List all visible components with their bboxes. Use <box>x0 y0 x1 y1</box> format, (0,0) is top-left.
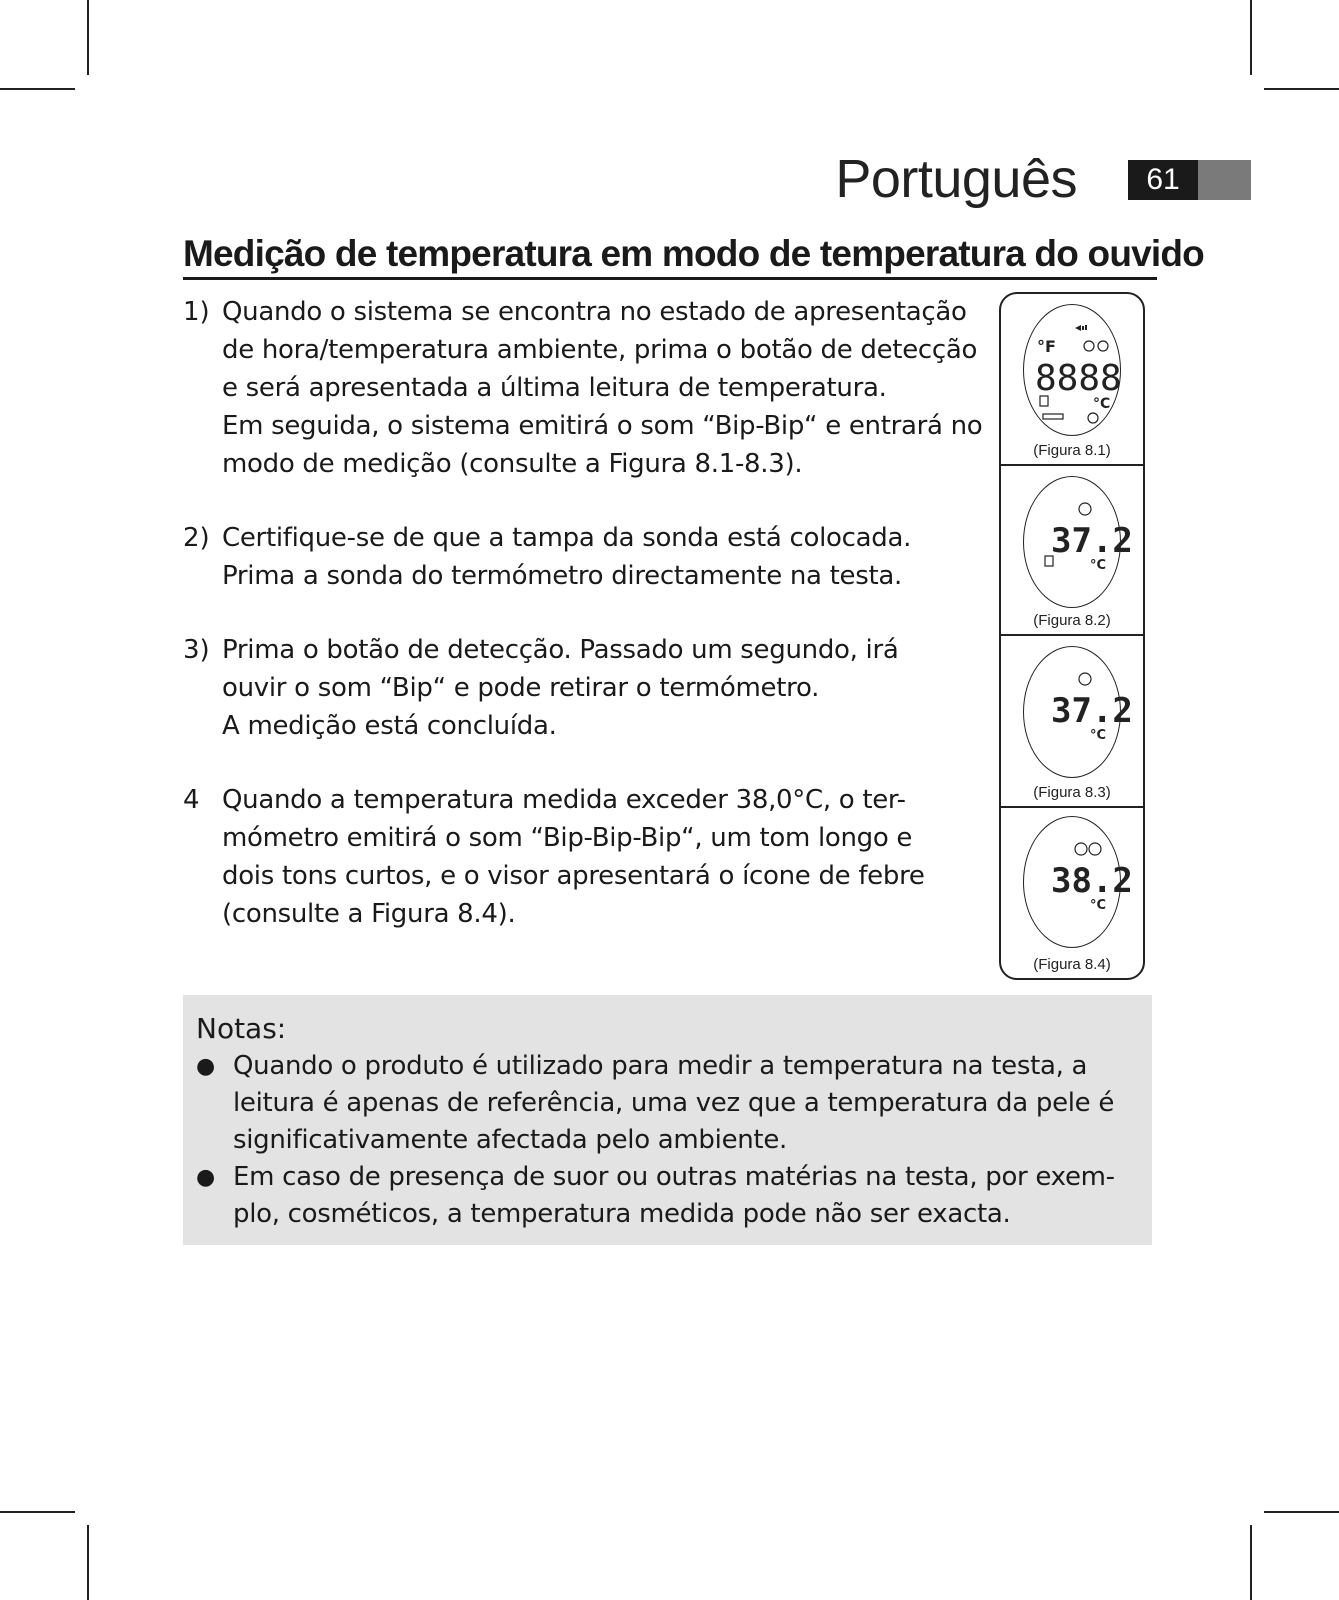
step-1 <box>183 293 993 483</box>
step-text: Quando a temperatura medida exceder 38,0°C, o ter- mómetro emitirá o som “Bip-Bip-Bip“, um tom longo e dois tons curtos, e o visor apresentará o ícone de febre (consulte a Figura 8.4). <box>222 785 925 929</box>
crop-mark <box>87 0 89 75</box>
lcd-reading <box>1023 476 1133 608</box>
lcd-digits: 8888 <box>1035 358 1122 399</box>
celsius-label: °C <box>1090 898 1107 913</box>
crop-mark <box>1250 1525 1252 1600</box>
step-3 <box>183 631 993 745</box>
smile-icon <box>1084 341 1094 351</box>
step-2 <box>183 519 993 595</box>
smile-icon <box>1075 843 1087 855</box>
figure-8-3 <box>1001 634 1143 808</box>
note-text: Em caso de presença de suor ou outras matérias na testa, por exem- plo, cosméticos, a temperatura medida pode não ser exacta. <box>233 1162 1115 1229</box>
figure-8-2 <box>1001 464 1143 636</box>
instruction-steps <box>183 293 993 969</box>
section-title: Medição de temperatura em modo de temperatura do ouvido <box>183 233 1204 274</box>
page-number-tab <box>1128 160 1251 200</box>
lcd-digits: 38.2 <box>1051 861 1133 901</box>
lcd-digits: 37.2 <box>1051 691 1133 731</box>
clock-icon <box>1088 413 1098 423</box>
celsius-label: °C <box>1093 396 1111 412</box>
title-underline <box>183 277 1157 280</box>
figure-caption: (Figura 8.2) <box>1033 612 1111 629</box>
bullet-icon: ● <box>196 1054 215 1079</box>
list-item <box>196 1159 1126 1233</box>
step-number: 3) <box>183 635 210 665</box>
step-number: 1) <box>183 297 210 327</box>
arrow-icon <box>1075 325 1081 331</box>
crop-mark <box>1264 88 1339 90</box>
fever-icon <box>1098 341 1108 351</box>
smile-icon <box>1079 673 1091 685</box>
step-4 <box>183 781 993 933</box>
lcd-reading <box>1023 816 1133 948</box>
lcd-reading <box>1023 646 1133 778</box>
celsius-label: °C <box>1090 558 1107 573</box>
crop-mark <box>0 88 75 90</box>
step-text: Certifique-se de que a tampa da sonda está colocada. Prima a sonda do termómetro directamente na testa. <box>222 523 912 591</box>
note-text: Quando o produto é utilizado para medir a temperatura na testa, a leitura é apenas de referência, uma vez que a temperatura da pele é significativamente afectada pelo ambiente. <box>233 1051 1115 1155</box>
step-number: 4 <box>183 785 200 815</box>
smile-icon <box>1079 503 1091 515</box>
figure-8-4 <box>1001 806 1143 982</box>
battery-icon <box>1043 414 1063 419</box>
celsius-label: °C <box>1090 728 1107 743</box>
page-language-title: Português <box>835 149 1077 209</box>
lcd-digits: 37.2 <box>1051 521 1133 561</box>
figure-8-1 <box>1001 294 1143 466</box>
crop-mark <box>0 1511 75 1513</box>
notes-box <box>183 995 1152 1245</box>
signal-icon <box>1082 326 1084 330</box>
page-number: 61 <box>1128 160 1198 200</box>
list-item <box>196 1048 1126 1159</box>
figure-caption: (Figura 8.1) <box>1033 442 1111 459</box>
figure-caption: (Figura 8.3) <box>1033 784 1111 801</box>
crop-mark <box>87 1525 89 1600</box>
step-number: 2) <box>183 523 210 553</box>
figure-caption: (Figura 8.4) <box>1033 956 1111 973</box>
lcd-all-segments <box>1023 304 1121 436</box>
fahrenheit-label: °F <box>1037 337 1056 356</box>
crop-mark <box>1264 1511 1339 1513</box>
crop-mark <box>1250 0 1252 75</box>
display-figures-panel <box>999 292 1145 980</box>
notes-list <box>196 1048 1126 1233</box>
bullet-icon: ● <box>196 1165 215 1190</box>
fever-icon <box>1089 843 1101 855</box>
step-text: Prima o botão de detecção. Passado um segundo, irá ouvir o som “Bip“ e pode retirar o termómetro. A medição está concluída. <box>222 635 899 741</box>
step-text: Quando o sistema se encontra no estado de apresentação de hora/temperatura ambiente, prima o botão de detecção e será apresentada a última leitura de temperatura. Em seguida, o sistema emitirá o som “Bip-Bip“ e entrará no modo de medição (consulte a Figura 8.1-8.3). <box>222 297 983 479</box>
notes-heading: Notas: <box>196 1012 287 1045</box>
